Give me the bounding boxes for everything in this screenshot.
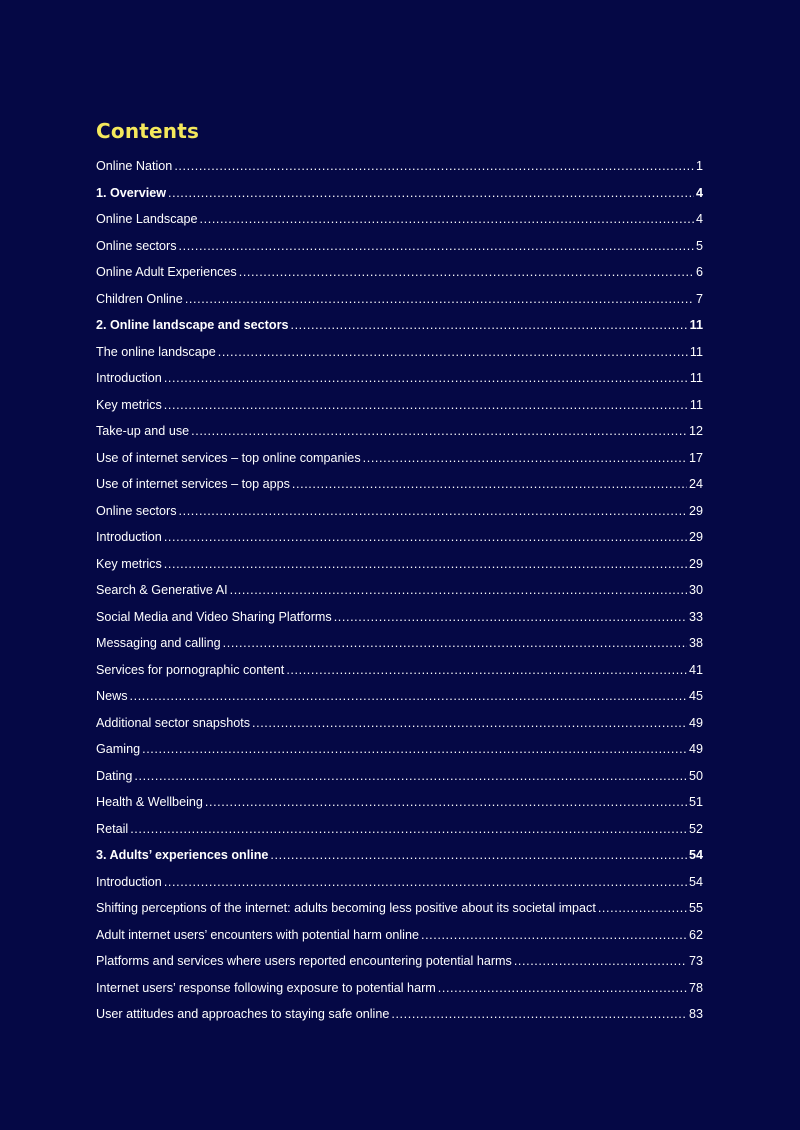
table-of-contents [96, 153, 703, 1028]
toc-entry[interactable] [96, 206, 703, 233]
toc-entry[interactable] [96, 975, 703, 1002]
toc-entry[interactable] [96, 710, 703, 737]
toc-entry[interactable] [96, 418, 703, 445]
toc-entry[interactable] [96, 233, 703, 260]
toc-entry[interactable] [96, 153, 703, 180]
toc-entry-page-number: 62 [688, 927, 703, 942]
toc-entry[interactable] [96, 657, 703, 684]
toc-entry[interactable] [96, 471, 703, 498]
toc-entry-title: 1. Overview [96, 185, 167, 200]
toc-entry-page-number: 50 [688, 768, 703, 783]
toc-entry-page-number: 29 [688, 556, 703, 571]
toc-entry-title: Introduction [96, 371, 162, 385]
toc-entry[interactable] [96, 1001, 703, 1028]
toc-entry[interactable] [96, 948, 703, 975]
toc-entry-title: Internet users’ response following exposure to potential harm [96, 980, 436, 995]
toc-entry[interactable] [96, 445, 703, 472]
toc-entry[interactable] [96, 736, 703, 763]
toc-entry-page-number: 83 [688, 1007, 703, 1021]
toc-entry[interactable] [96, 922, 703, 949]
toc-entry[interactable] [96, 895, 703, 922]
toc-entry-title: Key metrics [96, 397, 162, 412]
toc-entry-page-number: 29 [688, 503, 703, 518]
toc-dot-leader [239, 259, 694, 286]
toc-dot-leader [191, 418, 687, 445]
toc-entry-page-number: 11 [689, 344, 703, 359]
toc-entry-page-number: 17 [688, 450, 703, 465]
toc-entry[interactable] [96, 683, 703, 710]
toc-entry-title: Take-up and use [96, 424, 190, 438]
toc-dot-leader [363, 445, 687, 472]
toc-entry[interactable] [96, 789, 703, 816]
toc-entry[interactable] [96, 842, 703, 869]
toc-entry-page-number: 11 [689, 397, 703, 412]
toc-entry-title: Online sectors [96, 238, 177, 253]
toc-dot-leader [130, 816, 687, 843]
toc-dot-leader [200, 206, 694, 233]
toc-entry-page-number: 1 [695, 159, 703, 173]
toc-entry-title: Additional sector snapshots [96, 715, 251, 730]
toc-entry-page-number: 6 [695, 265, 703, 279]
toc-entry-title: 3. Adults’ experiences online [96, 848, 269, 862]
toc-entry-page-number: 51 [688, 795, 703, 809]
toc-entry[interactable] [96, 604, 703, 631]
toc-entry[interactable] [96, 630, 703, 657]
toc-entry-page-number: 12 [688, 424, 703, 438]
toc-entry[interactable] [96, 498, 703, 525]
toc-entry-page-number: 45 [688, 689, 703, 703]
toc-entry-page-number: 55 [688, 901, 703, 915]
toc-entry-page-number: 54 [688, 874, 703, 889]
toc-dot-leader [185, 286, 694, 313]
toc-dot-leader [218, 339, 688, 366]
toc-entry[interactable] [96, 259, 703, 286]
toc-dot-leader [270, 842, 687, 869]
toc-entry-title: News [96, 689, 128, 703]
toc-dot-leader [290, 312, 687, 339]
toc-entry-page-number: 73 [688, 954, 703, 968]
toc-entry-page-number: 52 [688, 821, 703, 836]
toc-dot-leader [292, 471, 687, 498]
toc-entry-title: Online Nation [96, 159, 173, 173]
toc-entry[interactable] [96, 286, 703, 313]
toc-dot-leader [164, 392, 688, 419]
toc-dot-leader [179, 498, 687, 525]
toc-entry[interactable] [96, 551, 703, 578]
toc-entry-page-number: 11 [689, 318, 703, 332]
toc-dot-leader [130, 683, 687, 710]
toc-entry-page-number: 54 [688, 848, 703, 862]
toc-entry-page-number: 41 [688, 662, 703, 677]
toc-entry[interactable] [96, 180, 703, 207]
toc-dot-leader [223, 630, 687, 657]
toc-dot-leader [391, 1001, 687, 1028]
toc-entry-title: Gaming [96, 742, 141, 756]
toc-dot-leader [598, 895, 687, 922]
toc-dot-leader [438, 975, 687, 1002]
toc-dot-leader [179, 233, 694, 260]
toc-entry-title: Adult internet users’ encounters with potential harm online [96, 927, 419, 942]
contents-heading: Contents [96, 119, 200, 143]
toc-entry-title: Use of internet services – top online companies [96, 450, 361, 465]
toc-entry[interactable] [96, 392, 703, 419]
toc-dot-leader [142, 736, 687, 763]
toc-entry-title: 2. Online landscape and sectors [96, 318, 289, 332]
toc-entry-page-number: 78 [688, 980, 703, 995]
toc-dot-leader [421, 922, 687, 949]
toc-dot-leader [168, 180, 694, 207]
toc-entry-page-number: 29 [688, 530, 703, 544]
toc-dot-leader [134, 763, 687, 790]
toc-entry-title: Social Media and Video Sharing Platforms [96, 609, 332, 624]
toc-entry-title: Online sectors [96, 503, 177, 518]
toc-entry-title: Dating [96, 768, 133, 783]
toc-dot-leader [164, 869, 687, 896]
toc-entry[interactable] [96, 763, 703, 790]
toc-entry-title: User attitudes and approaches to staying safe online [96, 1007, 390, 1021]
toc-entry-page-number: 24 [688, 477, 703, 491]
toc-dot-leader [514, 948, 687, 975]
toc-entry[interactable] [96, 339, 703, 366]
toc-entry[interactable] [96, 312, 703, 339]
toc-entry-page-number: 49 [688, 742, 703, 756]
toc-entry-title: Introduction [96, 874, 162, 889]
toc-entry[interactable] [96, 577, 703, 604]
toc-entry[interactable] [96, 524, 703, 551]
toc-entry-page-number: 38 [688, 636, 703, 650]
toc-dot-leader [205, 789, 687, 816]
toc-entry-page-number: 30 [688, 583, 703, 597]
toc-entry-title: Use of internet services – top apps [96, 477, 290, 491]
toc-entry-title: Shifting perceptions of the internet: adults becoming less positive about its societal impact [96, 901, 596, 915]
toc-dot-leader [164, 365, 688, 392]
toc-entry-title: Children Online [96, 291, 183, 306]
toc-entry-title: Services for pornographic content [96, 662, 285, 677]
toc-dot-leader [174, 153, 694, 180]
toc-entry-title: Online Landscape [96, 212, 198, 226]
toc-entry-page-number: 4 [695, 185, 703, 200]
toc-entry-title: Key metrics [96, 556, 162, 571]
toc-entry-page-number: 5 [695, 238, 703, 253]
toc-entry[interactable] [96, 869, 703, 896]
toc-entry[interactable] [96, 816, 703, 843]
toc-dot-leader [230, 577, 687, 604]
toc-entry-page-number: 7 [695, 291, 703, 306]
toc-entry-title: Messaging and calling [96, 636, 221, 650]
toc-entry-page-number: 11 [689, 371, 703, 385]
toc-entry[interactable] [96, 365, 703, 392]
toc-entry-page-number: 4 [695, 212, 703, 226]
toc-entry-title: Retail [96, 821, 129, 836]
toc-entry-page-number: 49 [688, 715, 703, 730]
toc-entry-title: The online landscape [96, 344, 216, 359]
toc-entry-title: Online Adult Experiences [96, 265, 237, 279]
toc-entry-page-number: 33 [688, 609, 703, 624]
toc-dot-leader [252, 710, 687, 737]
toc-entry-title: Introduction [96, 530, 162, 544]
toc-entry-title: Platforms and services where users reported encountering potential harms [96, 954, 512, 968]
toc-entry-title: Health & Wellbeing [96, 795, 203, 809]
toc-dot-leader [164, 524, 687, 551]
toc-dot-leader [164, 551, 687, 578]
toc-entry-title: Search & Generative AI [96, 583, 228, 597]
toc-dot-leader [286, 657, 687, 684]
toc-dot-leader [334, 604, 687, 631]
